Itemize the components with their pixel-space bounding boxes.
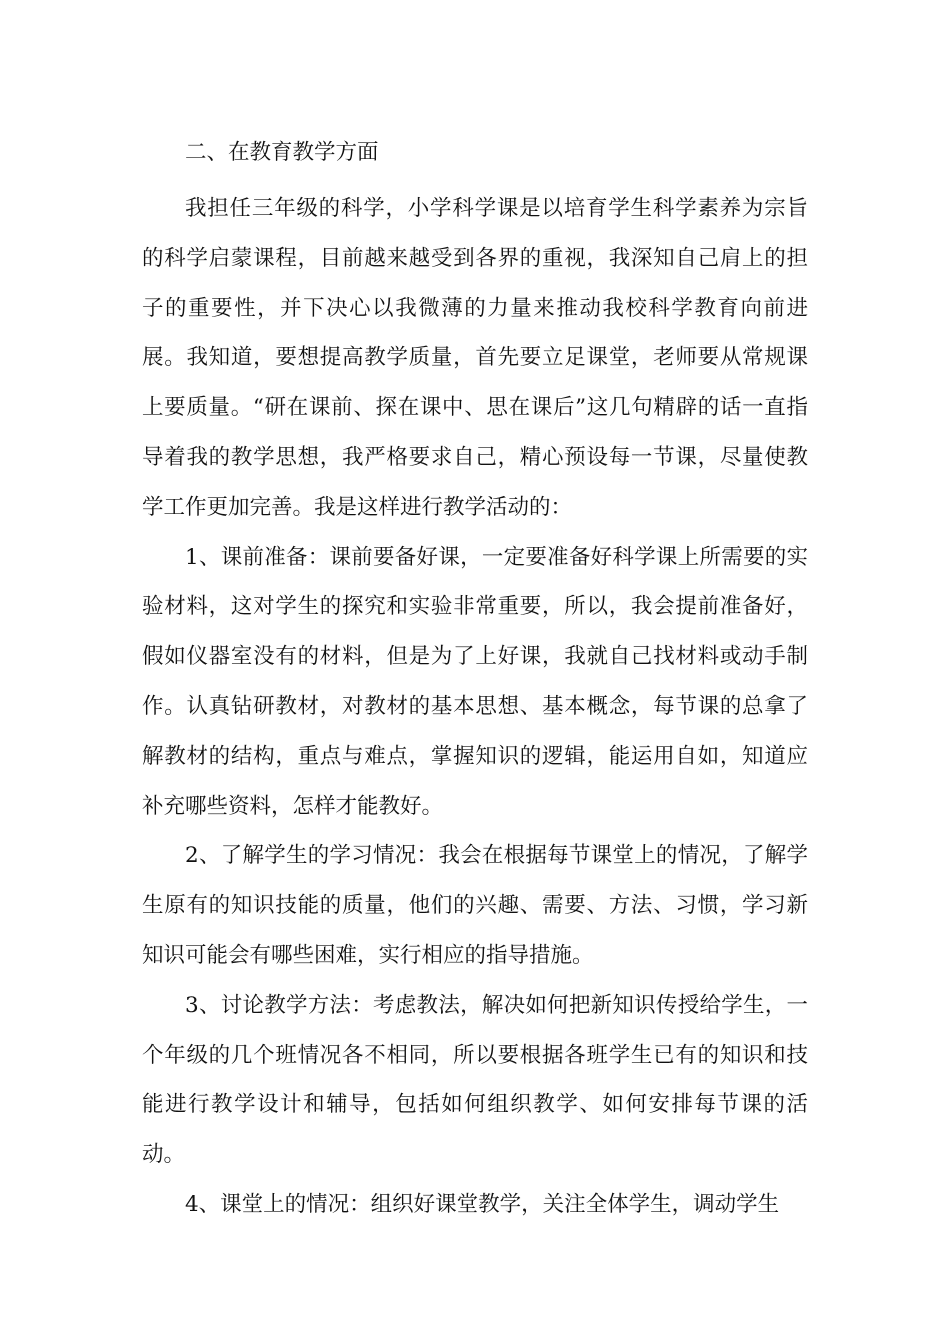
document-body bbox=[142, 132, 808, 1230]
paragraph-student-learning: 2、了解学生的学习情况：我会在根据每节课堂上的情况，了解学生原有的知识技能的质量，他们的兴趣、需要、方法、习惯，学习新知识可能会有哪些困难，实行相应的指导措施。 bbox=[142, 843, 808, 968]
paragraph-lesson-preparation: 1、课前准备：课前要备好课，一定要准备好科学课上所需要的实验材料，这对学生的探究和实验非常重要，所以，我会提前准备好，假如仪器室没有的材料，但是为了上好课，我就自己找材料或动手制作。认真钻研教材，对教材的基本思想、基本概念，每节课的总拿了解教材的结构，重点与难点，掌握知识的逻辑，能运用自如，知道应补充哪些资料，怎样才能教好。 bbox=[142, 544, 808, 819]
paragraph-teaching-methods: 3、讨论教学方法：考虑教法，解决如何把新知识传授给学生，一个年级的几个班情况各不相同，所以要根据各班学生已有的知识和技能进行教学设计和辅导，包括如何组织教学、如何安排每节课的活动。 bbox=[142, 992, 808, 1168]
paragraph-intro: 我担任三年级的科学，小学科学课是以培育学生科学素养为宗旨的科学启蒙课程，目前越来越受到各界的重视，我深知自己肩上的担子的重要性，并下决心以我微薄的力量来推动我校科学教育向前进展。我知道，要想提高教学质量，首先要立足课堂，老师要从常规课上要质量。“研在课前、探在课中、思在课后”这几句精辟的话一直指导着我的教学思想，我严格要求自己，精心预设每一节课，尽量使教学工作更加完善。我是这样进行教学活动的： bbox=[142, 196, 808, 520]
paragraph-classroom: 4、课堂上的情况：组织好课堂教学，关注全体学生，调动学生 bbox=[185, 1191, 780, 1217]
section-heading: 二、在教育教学方面 bbox=[185, 140, 379, 165]
